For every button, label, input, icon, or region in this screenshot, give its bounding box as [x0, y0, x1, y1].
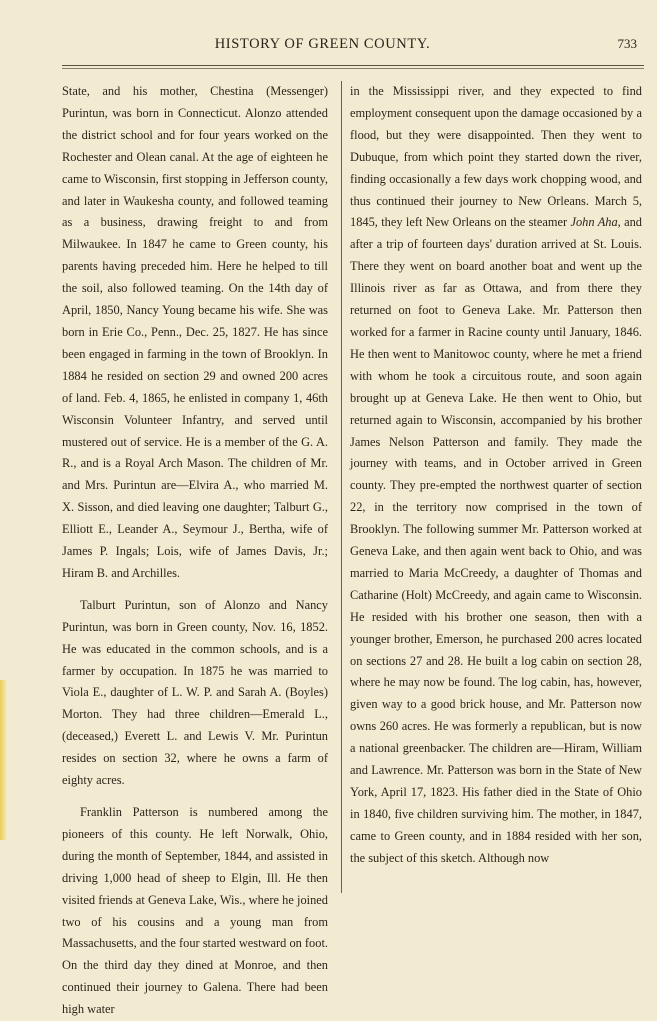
running-title: HISTORY OF GREEN COUNTY.: [214, 36, 431, 52]
column-divider: [341, 81, 342, 893]
right-column: [350, 81, 642, 870]
page-edge-highlight: [0, 680, 7, 840]
text-after-steamer: , and after a trip of fourteen days' duration arrived at St. Louis. There they went on board another boat and went up the Illinois river as far as Ottawa, and from there they returned on foot to Geneva Lake. Mr. Patterson then worked for a farmer in Racine county until January, 1846. He then went to Manitowoc county, where he met a friend with whom he took a circuitous route, and soon again brought up at Geneva Lake. He then went to Ohio, but returned again to Wisconsin, accompanied by his brother James Nelson Patterson and family. They made the journey with teams, and in October arrived in Green county. They pre-empted the northwest quarter of section 22, in the territory now comprised in the town of Brooklyn. The following summer Mr. Patterson worked at Geneva Lake, and then again went back to Ohio, and was married to Maria McCreedy, a daughter of Thomas and Catharine (Holt) McCreedy, and again came to Wisconsin. He resided with his brother one season, then with a younger brother, Emerson, he purchased 200 acres located on sections 27 and 28. He built a log cabin on section 28, where he may now be found. The log cabin, has, however, given way to a good brick house, and Mr. Patterson now owns 260 acres. He was formerly a republican, but is now a national greenbacker. The children are—Hiram, William and Lawrence. Mr. Patterson was born in the State of New York, April 17, 1823. His father died in the State of Ohio in 1840, five children surviving him. The mother, in 1847, came to Green county, and in 1884 resided with her son, the subject of this sketch. Although now: [350, 215, 642, 865]
steamer-name: John Aha: [570, 215, 618, 230]
paragraph-talburt-purintun: Talburt Purintun, son of Alonzo and Nancy Purintun, was born in Green county, Nov. 16, 1852. He was educated in the common schools, and is a farmer by occupation. In 1875 he was married to Viola E., daughter of L. W. P. and Sarah A. (Boyles) Morton. They had three children—Emerald L., (deceased,) Everett L. and Lewis V. Mr. Purintun resides on section 32, where he owns a farm of eighty acres.: [62, 597, 328, 788]
paragraph-purintun-alonzo: State, and his mother, Chestina (Messenger) Purintun, was born in Connecticut. Alonzo attended the district school and for four years worked on the Rochester and Olean canal. At the age of eighteen he came to Wisconsin, first stopping in Jefferson county, and later in Waukesha county, and followed teaming as a business, drawing freight to and from Milwaukee. In 1847 he came to Green county, his parents having preceded him. Here he helped to till the soil, also followed teaming. On the 14th day of April, 1850, Nancy Young became his wife. She was born in Erie Co., Penn., Dec. 25, 1827. He has since been engaged in farming in the town of Brooklyn. In 1884 he resided on section 29 and owned 200 acres of land. Feb. 4, 1865, he enlisted in company 1, 46th Wisconsin Volunteer Infantry, and served until mustered out of service. He is a member of the G. A. R., and is a Royal Arch Mason. The children of Mr. and Mrs. Purintun are—Elvira A., who married M. X. Sisson, and died leaving one daughter; Talburt G., Elliott E., Leander A., Seymour J., Bertha, wife of James P. Ingals; Lois, wife of James Davis, Jr.; Hiram B. and Archilles.: [62, 84, 328, 580]
paragraph-franklin-patterson: Franklin Patterson is numbered among the pioneers of this county. He left Norwalk, Ohio, during the month of September, 1844, and assisted in driving 1,000 head of sheep to Elgin, Ill. He then visited friends at Geneva Lake, Wis., where he joined two of his cousins and a young man from Massachusetts, and the four started westward on foot. On the third day they dined at Monroe, and then continued their journey to Galena. There had been high water: [62, 805, 328, 1017]
paragraph-patterson-continued: [350, 81, 642, 870]
header-rule: [62, 65, 644, 69]
page-number: 733: [617, 36, 637, 51]
page-header: [62, 36, 639, 56]
left-column: [62, 81, 328, 1021]
text-before-steamer: in the Mississippi river, and they expected to find employment consequent upon the damage occasioned by a flood, but they were disappointed. Then they went to Dubuque, from which point they started down the river, finding occasionally a few days work chopping wood, and thus continued their journey to New Orleans. March 5, 1845, they left New Orleans on the steamer: [350, 84, 642, 230]
